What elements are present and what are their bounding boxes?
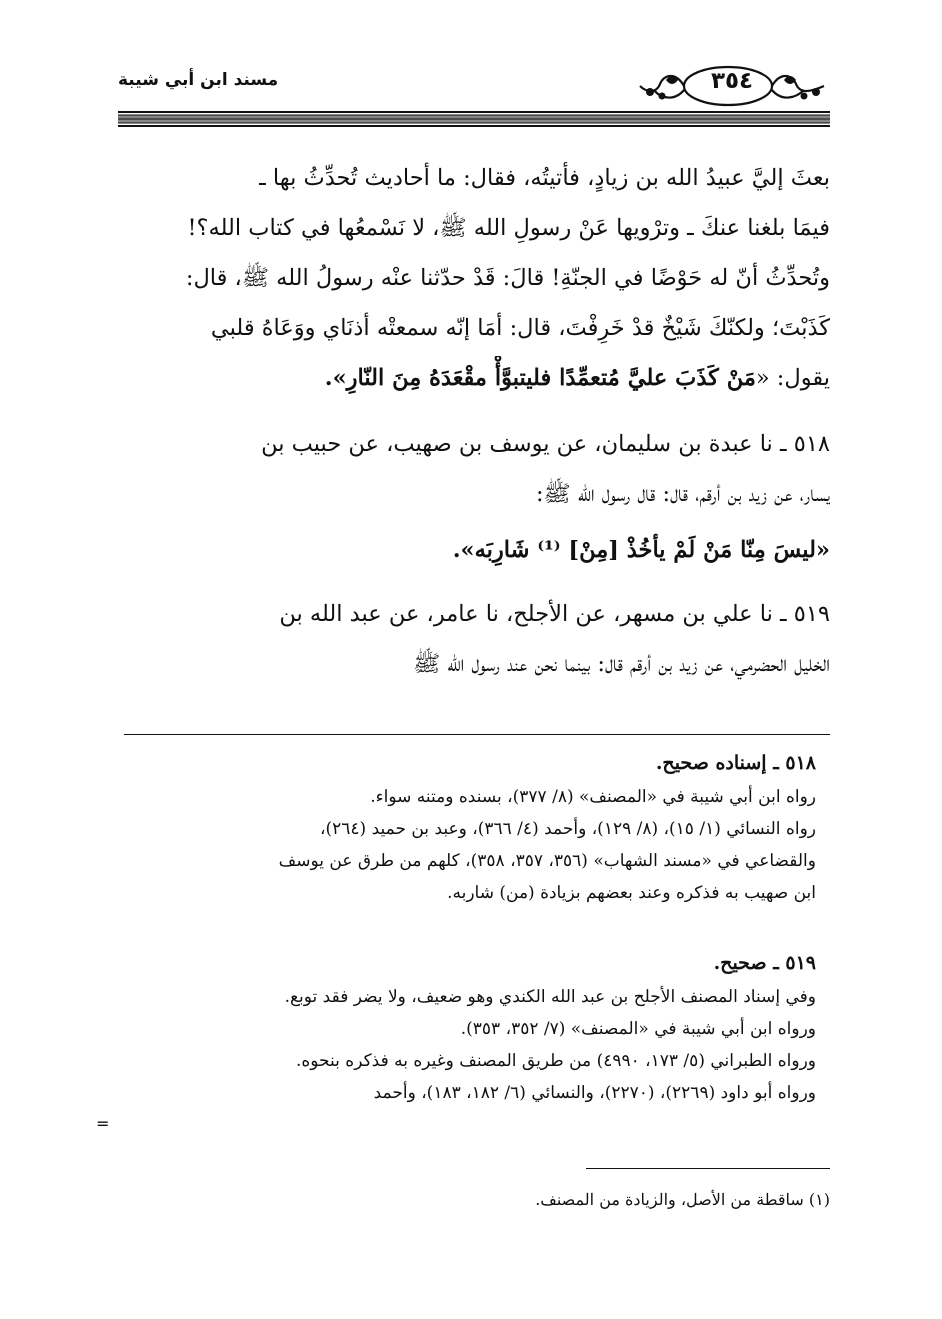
note-519-heading: ٥١٩ ـ صحيح.	[713, 952, 816, 974]
continuation-mark: =	[96, 1114, 110, 1133]
text-line: يسار، عن زيد بن أرقم، قال: قال رسول الله ﷺ:	[535, 481, 830, 507]
running-title: مسند ابن أبي شيبة	[118, 70, 279, 90]
footnote: (١) ساقطة من الأصل، والزيادة من المصنف.	[535, 1190, 830, 1209]
notes	[126, 748, 816, 1138]
note-line: رواه ابن أبي شيبة في «المصنف» (٨/ ٣٧٧)، بسنده ومتنه سواء.	[370, 787, 816, 807]
note-line: ابن صهيب به فذكره وعند بعضهم بزيادة (من) شاربه.	[447, 883, 816, 903]
hadith-text-end: مقْعَدَهُ مِنَ النّارِ».	[324, 365, 487, 391]
text-line: وتُحدِّثُ أنّ له حَوْضًا في الجنّةِ! قالَ: قَدْ حدّثنا عنْه رسولُ الله ﷺ، قال:	[185, 265, 830, 291]
notes-divider	[124, 734, 830, 735]
note-line: ورواه الطبراني (٥/ ١٧٣، ٤٩٩٠) من طريق المصنف وغيره به فذكره بنحوه.	[295, 1051, 816, 1071]
text-line: الخليل الحضرمي، عن زيد بن أرقم قال: بينما نحن عند رسول الله ﷺ	[413, 651, 830, 677]
hadith-text: مَنْ كَذَبَ عليَّ مُتعمِّدًا فليتبوَّأْ	[486, 365, 756, 391]
page-header	[118, 62, 830, 128]
footnote-divider	[586, 1168, 830, 1169]
note-line: رواه النسائي (١/ ١٥)، (٨/ ١٢٩)، وأحمد (٤/ ٣٦٦)، وعبد بن حميد (٢٦٤)،	[320, 819, 816, 839]
text-line: كَذَبْتَ؛ ولكنّكَ شَيْخٌ قدْ خَرِفْتَ، قال: أمَا إنّه سمعتْه أذنَاي ووَعَاهُ قلبي	[210, 315, 830, 341]
note-line: وفي إسناد المصنف الأجلح بن عبد الله الكندي وهو ضعيف، ولا يضر فقد توبع.	[284, 987, 816, 1007]
note-line: ورواه أبو داود (٢٢٦٩)، (٢٢٧٠)، والنسائي (٦/ ١٨٢، ١٨٣)، وأحمد	[373, 1083, 816, 1103]
main-text	[116, 156, 830, 696]
note-line: ورواه ابن أبي شيبة في «المصنف» (٧/ ٣٥٢، ٣٥٣).	[460, 1019, 816, 1039]
text-line	[116, 356, 830, 400]
quote-prefix: يقول: «	[755, 365, 830, 391]
header-rule	[118, 110, 830, 128]
text-line: بعثَ إليَّ عبيدُ الله بن زيادٍ، فأتيتُه، فقال: ما أحاديث تُحدِّثُ بها ـ	[259, 165, 830, 191]
note-line: والقضاعي في «مسند الشهاب» (٣٥٦، ٣٥٧، ٣٥٨)، كلهم من طرق عن يوسف	[278, 851, 816, 871]
hadith-518-line: ٥١٨ ـ نا عبدة بن سليمان، عن يوسف بن صهيب، عن حبيب بن	[261, 431, 830, 457]
hadith-519-line: ٥١٩ ـ نا علي بن مسهر، عن الأجلح، نا عامر، عن عبد الله بن	[279, 601, 830, 627]
page-number: ٣٥٤	[710, 68, 754, 94]
text-line: فيمَا بلغنا عنكَ ـ وترْويها عَنْ رسولِ الله ﷺ، لا نَسْمعُها في كتاب الله؟!	[187, 215, 830, 241]
hadith-518-text: «ليسَ مِنّا مَنْ لَمْ يأخُذْ [مِنْ] ⁽¹⁾ شَارِبَه».	[452, 537, 830, 563]
note-518-heading: ٥١٨ ـ إسناده صحيح.	[655, 752, 816, 774]
